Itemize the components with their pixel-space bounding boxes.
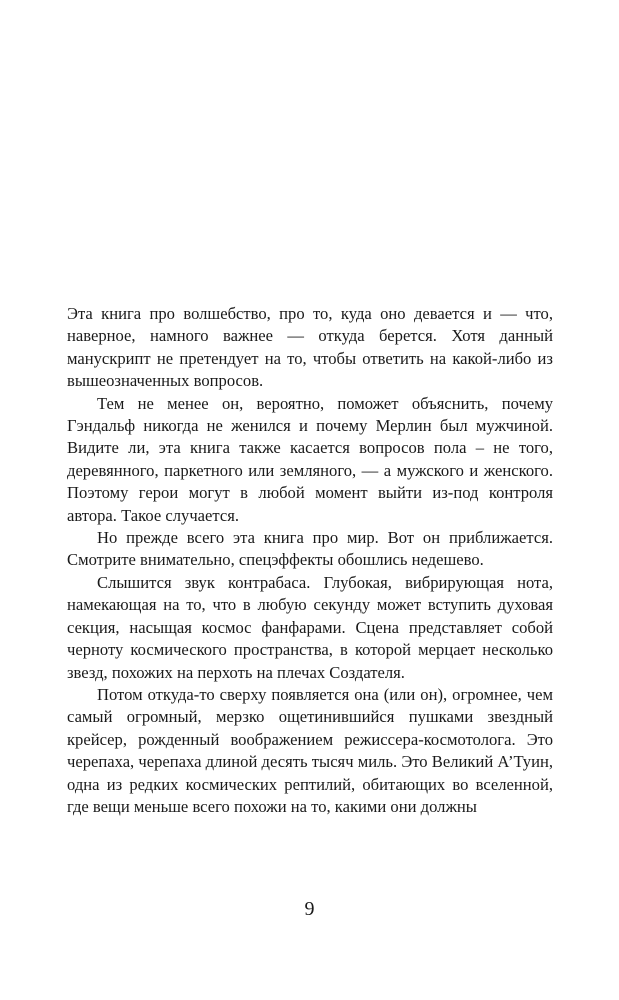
page-number: 9 xyxy=(304,898,315,920)
body-text xyxy=(67,303,553,818)
paragraph-5: Потом откуда-то сверху появляется она (или он), огромнее, чем самый огромный, мерзко ощетинившийся пушками звездный крейсер, рожденный воображением режиссера-космотолога. Это черепаха, черепаха длиной десять тысяч миль. Это Великий А’Туин, одна из редких космических рептилий, обитающих во вселенной, где вещи меньше всего похожи на то, какими они должны xyxy=(67,684,553,816)
paragraph-1: Эта книга про волшебство, про то, куда оно девается и — что, наверное, намного важнее — откуда берется. Хотя данный манускрипт не претендует на то, чтобы ответить на какой-либо из вышеозначенных вопросов. xyxy=(67,304,553,391)
paragraph-2: Тем не менее он, вероятно, поможет объяснить, почему Гэндальф никогда не женился и почему Мерлин был мужчиной. Видите ли, эта книга также касается вопросов пола – не того, деревянного, паркетного или земляного, — а мужского и женского. Поэтому герои могут в любой момент выйти из-под контроля автора. Такое случается. xyxy=(67,393,553,525)
paragraph-3: Но прежде всего эта книга про мир. Вот он приближается. Смотрите внимательно, спецэффекты обошлись недешево. xyxy=(67,528,553,570)
paragraph-4: Слышится звук контрабаса. Глубокая, вибрирующая нота, намекающая на то, что в любую секунду может вступить духовая секция, насыщая космос фанфарами. Сцена представляет собой черноту космического пространства, в которой мерцает несколько звезд, похожих на перхоть на плечах Создателя. xyxy=(67,572,553,682)
